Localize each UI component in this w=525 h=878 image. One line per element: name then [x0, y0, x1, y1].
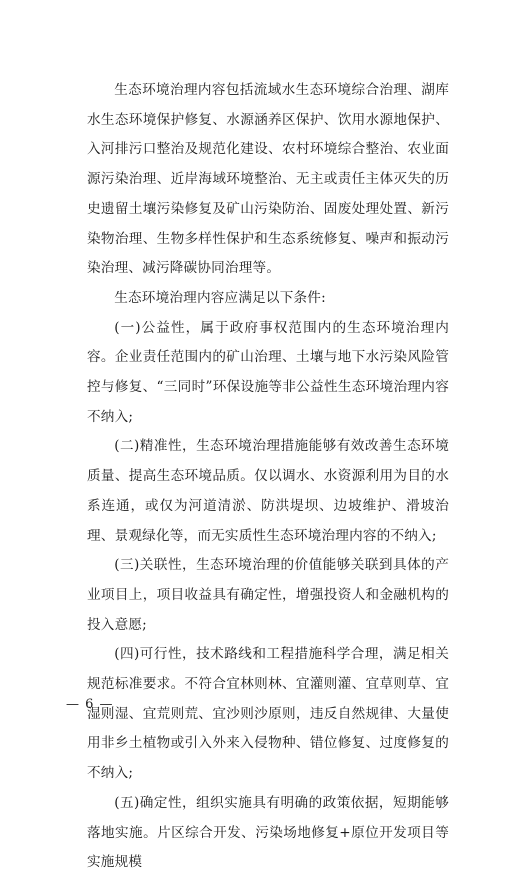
paragraph-condition-precision: (二)精准性，生态环境治理措施能够有效改善生态环境质量、提高生态环境品质。仅以调水、水资源利用为目的水系连通，或仅为河道清淤、防洪堤坝、边坡维护、滑坡治理、景观绿化等，而无实质性生态环境治理内容的不纳入; [87, 438, 449, 544]
document-body [87, 76, 449, 878]
paragraph-condition-certainty: (五)确定性，组织实施具有明确的政策依据，短期能够落地实施。片区综合开发、污染场地修复+原位开发项目等实施规模 [87, 794, 449, 871]
paragraph-condition-relevance: (三)关联性，生态环境治理的价值能够关联到具体的产业项目上，项目收益具有确定性，增强投资人和金融机构的投入意愿; [87, 557, 449, 633]
paragraph-condition-feasibility: (四)可行性，技术路线和工程措施科学合理，满足相关规范标准要求。不符合宜林则林、宜灌则灌、宜草则草、宜湿则湿、宜荒则荒、宜沙则沙原则，违反自然规律、大量使用非乡土植物或引入外来入侵物种、错位修复、过度修复的不纳入; [87, 646, 449, 782]
paragraph-conditions-intro: 生态环境治理内容应满足以下条件: [114, 289, 326, 306]
paragraph-governance-scope: 生态环境治理内容包括流域水生态环境综合治理、湖库水生态环境保护修复、水源涵养区保护、饮用水源地保护、入河排污口整治及规范化建设、农村环境综合整治、农业面源污染治理、近岸海域环境整治、无主或责任主体灭失的历史遗留土壤污染修复及矿山污染防治、固废处理处置、新污染物治理、生物多样性保护和生态系统修复、噪声和振动污染治理、减污降碳协同治理等。 [87, 82, 449, 277]
page-number: — 6 — [66, 697, 114, 712]
paragraph-condition-public-welfare: (一)公益性，属于政府事权范围内的生态环境治理内容。企业责任范围内的矿山治理、土壤与地下水污染风险管控与修复、“三同时”环保设施等非公益性生态环境治理内容不纳入; [87, 319, 449, 425]
